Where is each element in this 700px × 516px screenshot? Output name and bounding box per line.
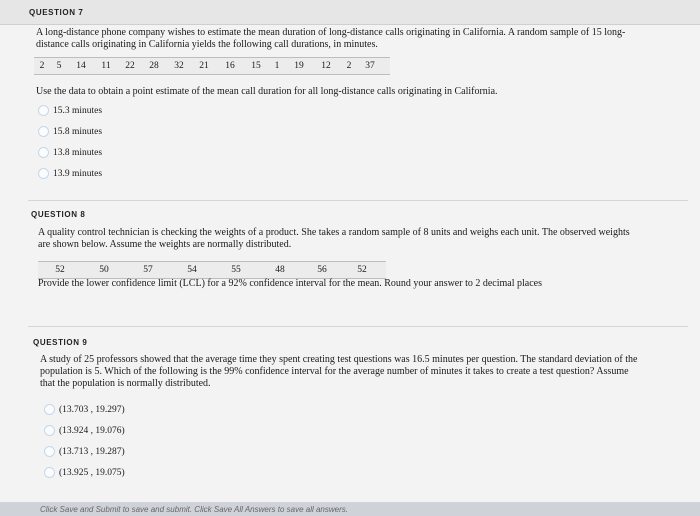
data-value: 52 <box>357 265 367 275</box>
radio-button[interactable] <box>44 404 55 415</box>
answer-option-label: (13.713 , 19.287) <box>59 446 125 457</box>
question-7-text: A long-distance phone company wishes to estimate the mean duration of long-distance calls originating in California. A random sample of 15 long-distance calls originating in California yields the following call durations, in minutes. <box>36 27 626 50</box>
answer-option-9d[interactable] <box>44 467 125 478</box>
data-value: 22 <box>125 61 135 71</box>
data-value: 12 <box>321 61 331 71</box>
data-value: 55 <box>231 265 241 275</box>
radio-button[interactable] <box>38 105 49 116</box>
question-7-header <box>0 0 700 25</box>
question-8 <box>38 227 638 251</box>
data-value: 19 <box>294 61 304 71</box>
answer-option-7b[interactable] <box>38 126 102 137</box>
answer-option-9c[interactable] <box>44 446 125 457</box>
answer-option-label: 13.9 minutes <box>53 168 103 179</box>
question-7-label: QUESTION 7 <box>29 8 84 17</box>
data-value: 54 <box>187 265 197 275</box>
data-value: 32 <box>174 61 184 71</box>
question-7-data-table <box>34 57 390 75</box>
question-8-label: QUESTION 8 <box>31 210 86 219</box>
question-7-prompt: Use the data to obtain a point estimate of the mean call duration for all long-distance calls originating in California. <box>36 86 498 97</box>
data-value: 5 <box>56 61 62 71</box>
answer-option-7c[interactable] <box>38 147 102 158</box>
question-9-label: QUESTION 9 <box>33 338 88 347</box>
radio-button[interactable] <box>38 126 49 137</box>
radio-button[interactable] <box>38 147 49 158</box>
radio-button[interactable] <box>44 425 55 436</box>
answer-option-label: (13.703 , 19.297) <box>59 404 125 415</box>
answer-option-9a[interactable] <box>44 404 125 415</box>
data-value: 48 <box>275 265 285 275</box>
question-9 <box>40 354 640 390</box>
answer-option-label: (13.924 , 19.076) <box>59 425 125 436</box>
data-value: 21 <box>199 61 209 71</box>
answer-option-7a[interactable] <box>38 105 102 116</box>
data-value: 15 <box>251 61 261 71</box>
data-value: 2 <box>39 61 45 71</box>
radio-button[interactable] <box>38 168 49 179</box>
answer-option-label: 15.3 minutes <box>53 105 103 116</box>
section-divider <box>28 326 688 327</box>
question-7 <box>36 27 646 51</box>
data-value: 1 <box>274 61 280 71</box>
radio-button[interactable] <box>44 446 55 457</box>
answer-option-label: 15.8 minutes <box>53 126 103 137</box>
data-value: 28 <box>149 61 159 71</box>
footer-instructions: Click Save and Submit to save and submit. Click Save All Answers to save all answers. <box>40 505 348 514</box>
question-8-prompt: Provide the lower confidence limit (LCL) for a 92% confidence interval for the mean. Round your answer to 2 decimal places <box>38 278 542 289</box>
answer-option-7d[interactable] <box>38 168 102 179</box>
data-value: 57 <box>143 265 153 275</box>
data-value: 50 <box>99 265 109 275</box>
data-value: 16 <box>225 61 235 71</box>
data-value: 2 <box>346 61 352 71</box>
data-value: 37 <box>365 61 375 71</box>
data-value: 52 <box>55 265 65 275</box>
answer-option-label: (13.925 , 19.075) <box>59 467 125 478</box>
question-9-text: A study of 25 professors showed that the average time they spent creating test questions was 16.5 minutes per question. The standard deviation of the population is 5. Which of the following is the 99% confidence interval for the average number of minutes it takes to create a test question? Assume that the population is normally distributed. <box>40 354 638 389</box>
data-value: 11 <box>101 61 111 71</box>
radio-button[interactable] <box>44 467 55 478</box>
answer-option-9b[interactable] <box>44 425 125 436</box>
section-divider <box>28 200 688 201</box>
question-8-text: A quality control technician is checking the weights of a product. She takes a random sample of 8 units and weighs each unit. The observed weights are shown below. Assume the weights are normally distributed. <box>38 227 630 250</box>
data-value: 56 <box>317 265 327 275</box>
answer-option-label: 13.8 minutes <box>53 147 103 158</box>
question-8-data-table <box>38 261 386 279</box>
data-value: 14 <box>76 61 86 71</box>
